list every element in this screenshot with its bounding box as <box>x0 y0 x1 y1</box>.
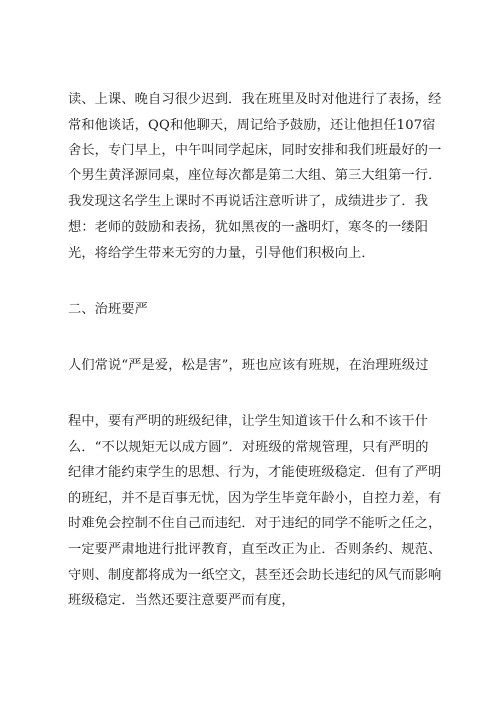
paragraph-line: 个男生黄泽源同桌，座位每次都是第二大组、第三大组第一行． <box>68 168 442 183</box>
paragraph-line: 一定要严肃地进行批评教育，直至改正为止．否则条约、规范、 <box>68 542 442 557</box>
paragraph-line: 常和他谈话，QQ和他聊天，周记给予鼓励，还让他担任107宿 <box>68 118 436 133</box>
paragraph-line: 想：老师的鼓励和表扬，犹如黑夜的一盏明灯，寒冬的一缕阳 <box>68 220 429 235</box>
paragraph-line: 守则、制度都将成为一纸空文，甚至还会助长违纪的风气而影响 <box>68 568 442 583</box>
paragraph-line: 我发现这名学生上课时不再说话注意听讲了，成绩进步了．我 <box>68 194 429 209</box>
paragraph-line: 人们常说“严是爱，松是害”，班也应该有班规，在治理班级过 <box>68 358 429 373</box>
paragraph-line: 读、上课、晚自习很少迟到．我在班里及时对他进行了表扬，经 <box>68 92 442 107</box>
paragraph-line: 舍长，专门早上，中午叫同学起床，同时安排和我们班最好的一 <box>68 143 442 158</box>
paragraph-line: 的班纪，并不是百事无忧，因为学生毕竟年龄小，自控力差，有 <box>68 491 442 506</box>
paragraph-line: 程中，要有严明的班级纪律，让学生知道该干什么和不该干什 <box>68 414 429 429</box>
paragraph-line: 光，将给学生带来无穷的力量，引导他们积极向上． <box>68 246 375 261</box>
paragraph-line: 么．“不以规矩无以成方圆”．对班级的常规管理，只有严明的 <box>68 440 429 455</box>
paragraph-line: 时难免会控制不住自己而违纪．对于违纪的同学不能听之任之， <box>68 516 442 531</box>
section-heading: 二、治班要严 <box>68 302 149 317</box>
paragraph-line: 纪律才能约束学生的思想、行为，才能使班级稳定．但有了严明 <box>68 465 442 480</box>
paragraph-line: 班级稳定．当然还要注意要严而有度， <box>68 593 295 608</box>
